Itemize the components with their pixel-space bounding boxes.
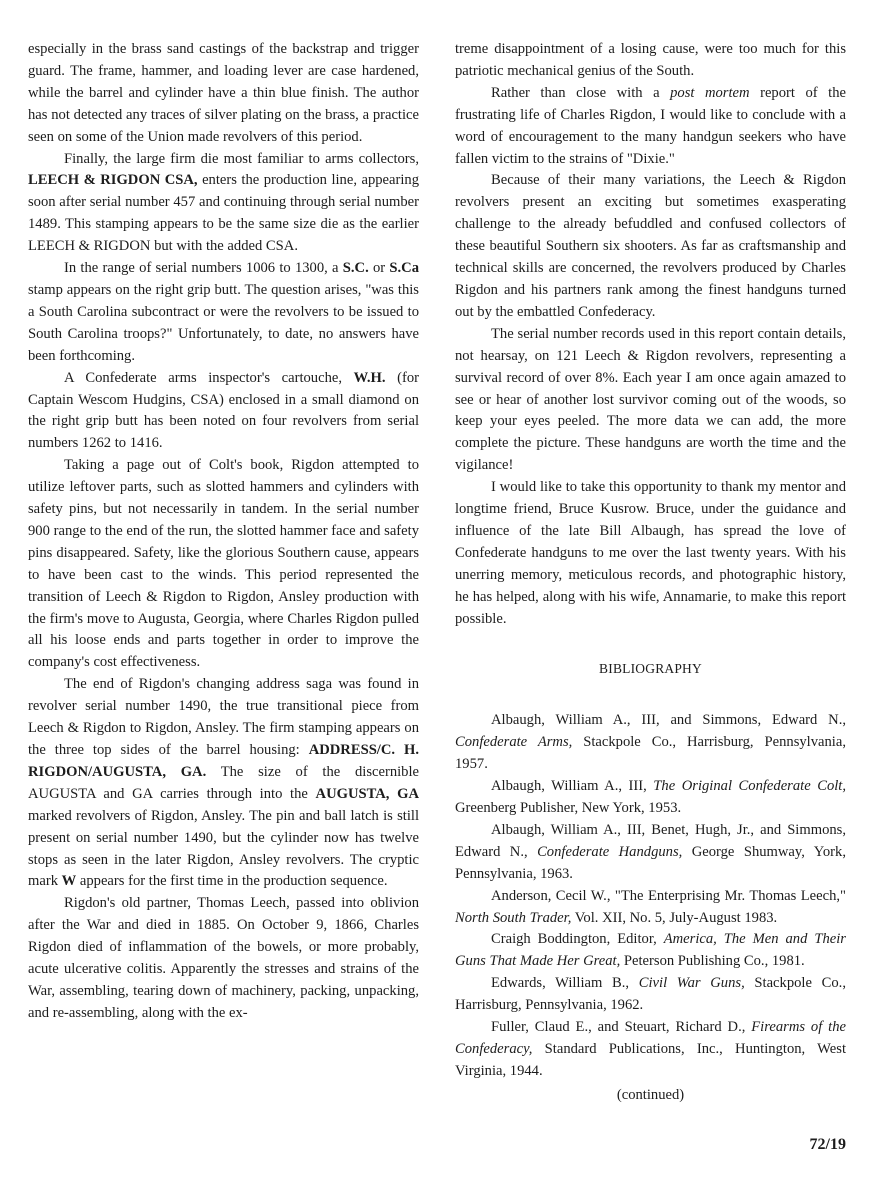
text-run: Albaugh, William A., III, <box>491 778 654 795</box>
text-run: George Shumway, York, Pennsylvania, 1963. <box>455 843 846 882</box>
text-run: Craigh Boddington, Editor, <box>491 931 664 948</box>
paragraph <box>28 39 419 149</box>
text-run: marked revolvers of Rigdon, Ansley. The pin and ball latch is still present on serial number 1490, but the cylinder now has twelve stops as seen in the later Rigdon, Ansley revolvers. The cryptic mark <box>28 807 419 890</box>
paragraph <box>28 258 419 368</box>
bibliography-entry <box>455 973 846 1017</box>
page-number: 72/19 <box>809 1136 846 1153</box>
right-column <box>455 39 846 1107</box>
text-run: treme disappointment of a losing cause, were too much for this patriotic mechanical genius of the South. <box>455 41 846 79</box>
bibliography-entry <box>455 776 846 820</box>
text-run: Vol. XII, No. 5, July-August 1983. <box>571 909 778 926</box>
text-run: Finally, the large firm die most familiar to arms collectors, <box>64 150 419 167</box>
bibliography-list <box>455 710 846 1082</box>
text-run: Rather than close with a <box>491 84 671 101</box>
paragraph <box>28 368 419 456</box>
paragraph <box>455 477 846 630</box>
bold-text: ADDRESS/C. H. RIGDON/AUGUSTA, GA. <box>28 742 419 780</box>
paragraph <box>28 893 419 1024</box>
italic-text: The Original Confederate Colt, <box>653 778 847 795</box>
text-run: Albaugh, William A., III, Benet, Hugh, Jr., and Simmons, Edward N., <box>455 821 846 860</box>
bibliography-entry <box>455 1017 846 1083</box>
paragraph <box>28 455 419 674</box>
left-column <box>28 39 419 1025</box>
text-run: enters the production line, appearing soon after serial number 457 and continuing through serial number 1489. This stamping appears to be the same size die as the earlier LEECH & RIGDON but with the added CSA. <box>28 172 419 255</box>
text-run: Taking a page out of Colt's book, Rigdon attempted to utilize leftover parts, such as slotted hammers and cylinders with safety pins, but not necessarily in tandem. In the serial number 900 range to the end of the run, the slotted hammer face and safety pins disappeared. Safety, like the glorious Southern cause, appears to have been cast to the winds. This period represented the transition of Leech & Rigdon to Rigdon, Ansley production with the firm's move to Augusta, Georgia, where Charles Rigdon pulled all his loose ends and parts together in order to improve the company's cost effectiveness. <box>28 457 419 671</box>
bold-text: S.C. <box>342 260 369 277</box>
text-run: appears for the first time in the production sequence. <box>76 873 388 890</box>
bold-text: W.H. <box>353 369 386 386</box>
text-run: Because of their many variations, the Leech & Rigdon revolvers present an exciting but sometimes exasperating challenge to the already befuddled and confused collectors of these beautiful Southern six shooters. As far as craftsmanship and technical skills are concerned, the revolvers produced by Charles Rigdon and his partners rank among the finest handguns turned out by the embattled Confederacy. <box>455 172 846 320</box>
right-column-body <box>455 39 846 630</box>
text-run: (for Captain Wescom Hudgins, CSA) enclosed in a small diamond on the right grip butt has been noted on four revolvers from serial numbers 1262 to 1416. <box>28 369 419 452</box>
text-run: Anderson, Cecil W., "The Enterprising Mr. Thomas Leech," <box>491 887 846 904</box>
bibliography-entry <box>455 886 846 930</box>
bibliography-entry <box>455 820 846 886</box>
continued-label: (continued) <box>616 1086 685 1103</box>
text-run: stamp appears on the right grip butt. The question arises, "was this a South Carolina subcontract or were the revolvers to be issued to South Carolina troops?" Unfortunately, to date, no answers have been forthcoming. <box>28 281 419 364</box>
text-run: Stackpole Co., Harrisburg, Pennsylvania, 1957. <box>455 734 846 773</box>
text-run: I would like to take this opportunity to thank my mentor and longtime friend, Bruce Kusrow. Bruce, under the guidance and influence of the late Bill Albaugh, has spread the love of Confederate handguns to me over the last twenty years. With his unerring memory, meticulous records, and photographic history, he has helped, along with his wife, Annamarie, to make this report possible. <box>455 479 846 627</box>
text-run: Albaugh, William A., III, and Simmons, Edward N., <box>491 712 846 729</box>
text-run: In the range of serial numbers 1006 to 1300, a <box>64 260 343 277</box>
text-run: The serial number records used in this report contain details, not hearsay, on 121 Leech & Rigdon revolvers, representing a survival record of over 8%. Each year I am once again amazed to see or hear of another lost survivor coming out of the woods, so keep your eyes peeled. The more data we can add, the more complete the picture. These handguns are worth the time and the vigilance! <box>455 325 846 474</box>
italic-text: Confederate Handguns, <box>537 843 683 860</box>
text-run: Rigdon's old partner, Thomas Leech, passed into oblivion after the War and died in 1885. On October 9, 1866, Charles Rigdon died of inflammation of the bowels, or more probably, acute ulcerative colitis. Apparently the stresses and strains of the War, assembling, tearing down of machinery, packing, unpacking, and re-assembling, along with the ex- <box>28 895 419 1021</box>
text-run: Peterson Publishing Co., 1981. <box>620 953 805 970</box>
text-run: Edwards, William B., <box>491 975 639 992</box>
italic-text: Firearms of the Confederacy, <box>455 1019 846 1057</box>
text-run: The size of the discernible AUGUSTA and GA carries through into the <box>28 763 419 802</box>
paragraph <box>28 149 419 259</box>
italic-text: North South Trader, <box>455 909 572 926</box>
text-run: Fuller, Claud E., and Steuart, Richard D., <box>491 1019 752 1036</box>
text-run: especially in the brass sand castings of the backstrap and trigger guard. The frame, hammer, and loading lever are case hardened, while the barrel and cylinder have a thin blue finish. The author has not detected any traces of silver plating on the brass, a practice seen on some of the Union made revolvers of this period. <box>28 41 419 145</box>
paragraph <box>455 39 846 83</box>
text-run: Greenberg Publisher, New York, 1953. <box>455 800 682 816</box>
bold-text: AUGUSTA, GA <box>315 785 420 802</box>
paragraph <box>455 324 846 477</box>
bibliography-heading: BIBLIOGRAPHY <box>599 661 702 677</box>
text-run: A Confederate arms inspector's cartouche, <box>64 369 354 386</box>
italic-text: Confederate Arms, <box>455 734 573 751</box>
bold-text: S.Ca <box>389 260 419 277</box>
paragraph <box>28 674 419 893</box>
bold-text: W <box>61 873 77 890</box>
bibliography-entry <box>455 929 846 973</box>
bold-text: LEECH & RIGDON CSA, <box>28 172 198 189</box>
bibliography-entry <box>455 710 846 776</box>
italic-text: America, The Men and Their Guns That Made Her Great, <box>455 931 846 970</box>
text-run: Stackpole Co., Harrisburg, Pennsylvania, 1962. <box>455 975 846 1014</box>
text-run: or <box>368 260 390 277</box>
text-run: report of the frustrating life of Charles Rigdon, I would like to conclude with a word of encouragement to the many handgun seekers who have fallen victim to the strains of "Dixie." <box>455 84 846 167</box>
paragraph <box>455 170 846 323</box>
paragraph <box>455 83 846 171</box>
italic-text: post mortem <box>670 84 750 101</box>
italic-text: Civil War Guns, <box>638 975 745 992</box>
text-run: Standard Publications, Inc., Huntington, West Virginia, 1944. <box>455 1040 846 1079</box>
text-run: The end of Rigdon's changing address saga was found in revolver serial number 1490, the true transitional piece from Leech & Rigdon to Rigdon, Ansley. The firm stamping appears on the three top sides of the barrel housing: <box>28 676 419 758</box>
